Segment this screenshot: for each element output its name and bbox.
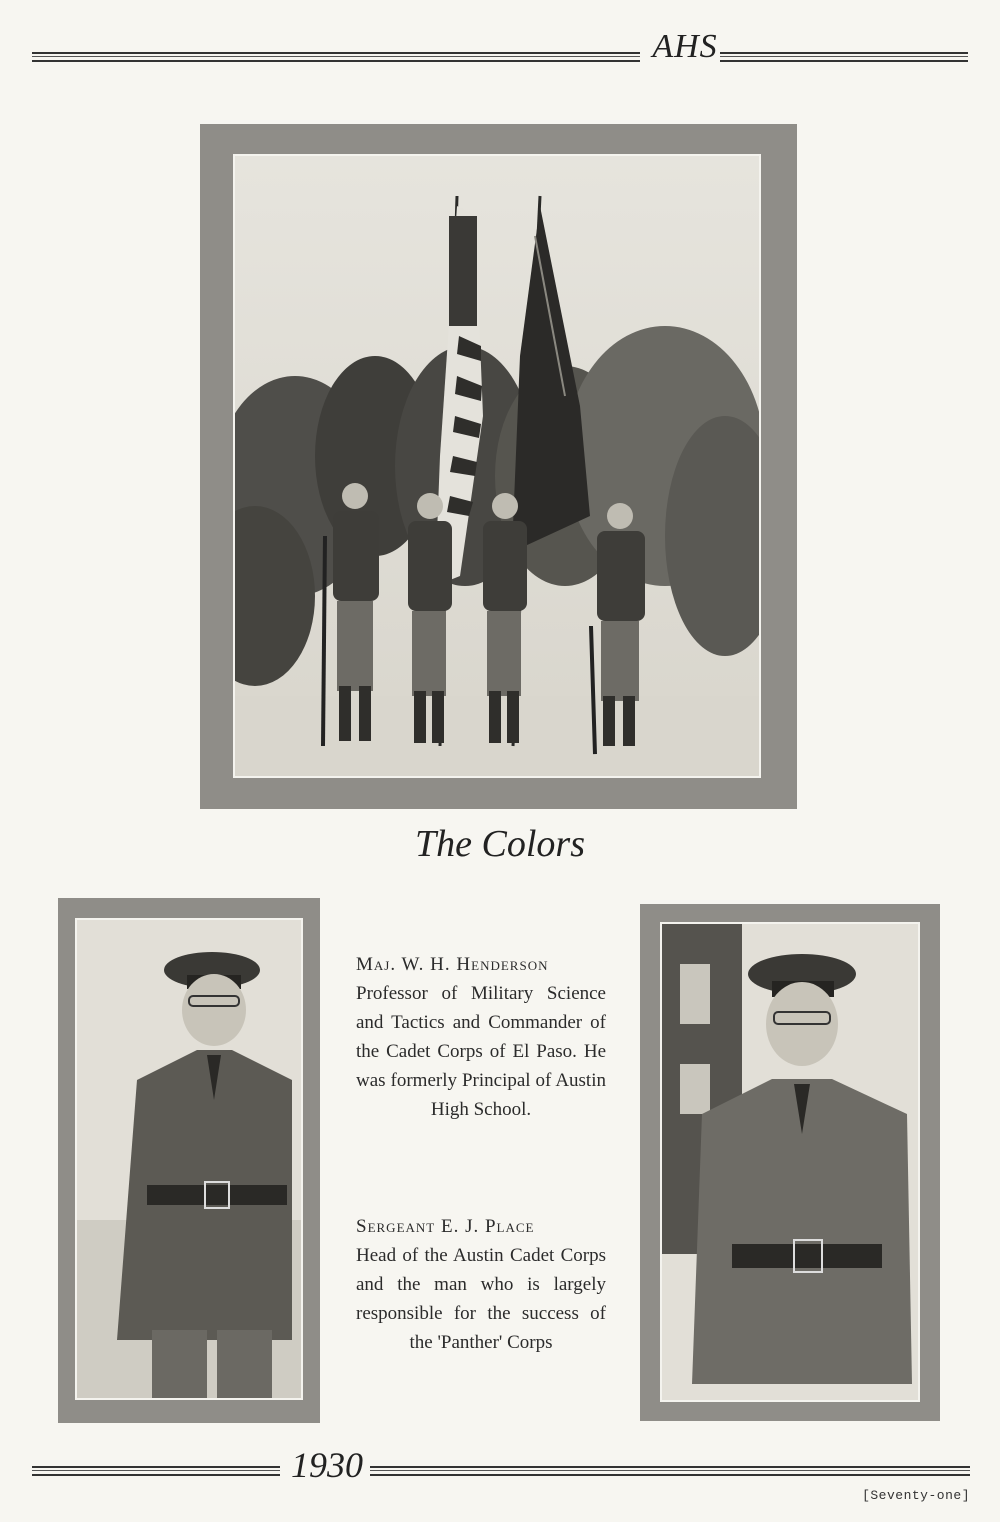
photo-caption: The Colors (415, 823, 585, 865)
henderson-portrait-illustration (77, 920, 301, 1398)
header-title: AHS (652, 28, 718, 65)
place-photo-frame (640, 904, 940, 1421)
header-rule-left (32, 52, 640, 62)
henderson-photo-frame (58, 898, 320, 1423)
henderson-bio (356, 950, 606, 1124)
footer-year: 1930 (291, 1445, 363, 1485)
page-number-label: [Seventy-one] (862, 1488, 970, 1503)
color-guard-illustration (235, 156, 759, 776)
footer-rule-right (370, 1466, 970, 1476)
color-guard-photo-frame (200, 124, 797, 809)
henderson-name: Maj. W. H. Henderson (356, 954, 549, 975)
place-photo (660, 922, 920, 1402)
henderson-photo (75, 918, 303, 1400)
place-name: Sergeant E. J. Place (356, 1216, 535, 1237)
header-rule-right (720, 52, 968, 62)
place-description: Head of the Austin Cadet Corps and the man who is largely responsible for the success of the 'Panther' Corps (356, 1245, 606, 1353)
henderson-description: Professor of Military Science and Tactics and Commander of the Cadet Corps of El Paso. He was formerly Principal of Austin High School. (356, 983, 606, 1120)
color-guard-photo (233, 154, 761, 778)
place-portrait-illustration (662, 924, 918, 1400)
place-bio (356, 1212, 606, 1357)
footer-rule-left (32, 1466, 280, 1476)
